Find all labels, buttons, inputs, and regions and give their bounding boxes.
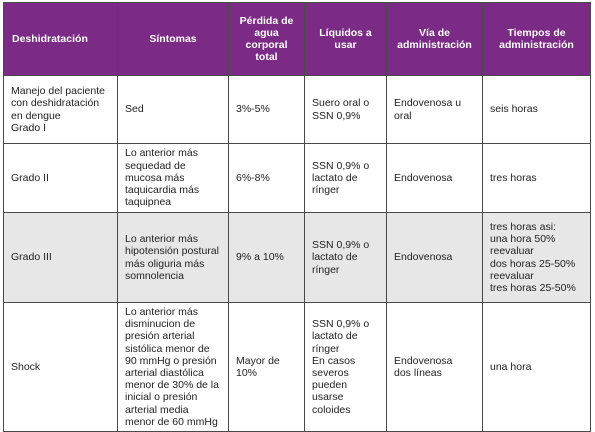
header-via-administracion: Vía de administración <box>387 3 483 76</box>
cell-deshidratacion: Grado II <box>4 144 118 213</box>
cell-liquidos: SSN 0,9% o lactato de rínger En casos severos pueden usarse coloides <box>305 303 387 432</box>
cell-perdida-agua: 6%-8% <box>229 144 305 213</box>
cell-sintomas: Lo anterior más disminucion de presión arterial sistólica menor de 90 mmHg o presión arterial diastólica menor de 30% de la inicial o presión arterial media menor de 60 mmHg <box>118 303 229 432</box>
table-row <box>4 303 591 432</box>
dehydration-table <box>3 2 591 432</box>
header-perdida-agua: Pérdida de agua corporal total <box>229 3 305 76</box>
table-row <box>4 144 591 213</box>
cell-perdida-agua: 9% a 10% <box>229 213 305 303</box>
cell-perdida-agua: 3%-5% <box>229 76 305 144</box>
cell-liquidos: SSN 0,9% o lactato de rínger <box>305 144 387 213</box>
cell-deshidratacion: Shock <box>4 303 118 432</box>
header-tiempos-administracion: Tiempos de administración <box>483 3 591 76</box>
cell-via-administracion: Endovenosa <box>387 144 483 213</box>
cell-via-administracion: Endovenosa u oral <box>387 76 483 144</box>
cell-perdida-agua: Mayor de 10% <box>229 303 305 432</box>
table-row <box>4 76 591 144</box>
cell-sintomas: Sed <box>118 76 229 144</box>
cell-liquidos: Suero oral o SSN 0,9% <box>305 76 387 144</box>
header-sintomas: Síntomas <box>118 3 229 76</box>
cell-sintomas: Lo anterior más sequedad de mucosa más taquicardia más taquipnea <box>118 144 229 213</box>
table-header-row <box>4 3 591 76</box>
header-liquidos: Líquidos a usar <box>305 3 387 76</box>
header-deshidratacion: Deshidratación <box>4 3 118 76</box>
cell-tiempos-administracion: tres horas asi: una hora 50% reevaluar dos horas 25-50% reevaluar tres horas 25-50% <box>483 213 591 303</box>
cell-via-administracion: Endovenosa dos líneas <box>387 303 483 432</box>
cell-tiempos-administracion: una hora <box>483 303 591 432</box>
cell-sintomas: Lo anterior más hipotensión postural más oliguria más somnolencia <box>118 213 229 303</box>
cell-tiempos-administracion: seis horas <box>483 76 591 144</box>
cell-via-administracion: Endovenosa <box>387 213 483 303</box>
cell-liquidos: SSN 0,9% o lactato de rínger <box>305 213 387 303</box>
table-row <box>4 213 591 303</box>
cell-deshidratacion: Grado III <box>4 213 118 303</box>
cell-tiempos-administracion: tres horas <box>483 144 591 213</box>
cell-deshidratacion: Manejo del paciente con deshidratación en dengue Grado I <box>4 76 118 144</box>
